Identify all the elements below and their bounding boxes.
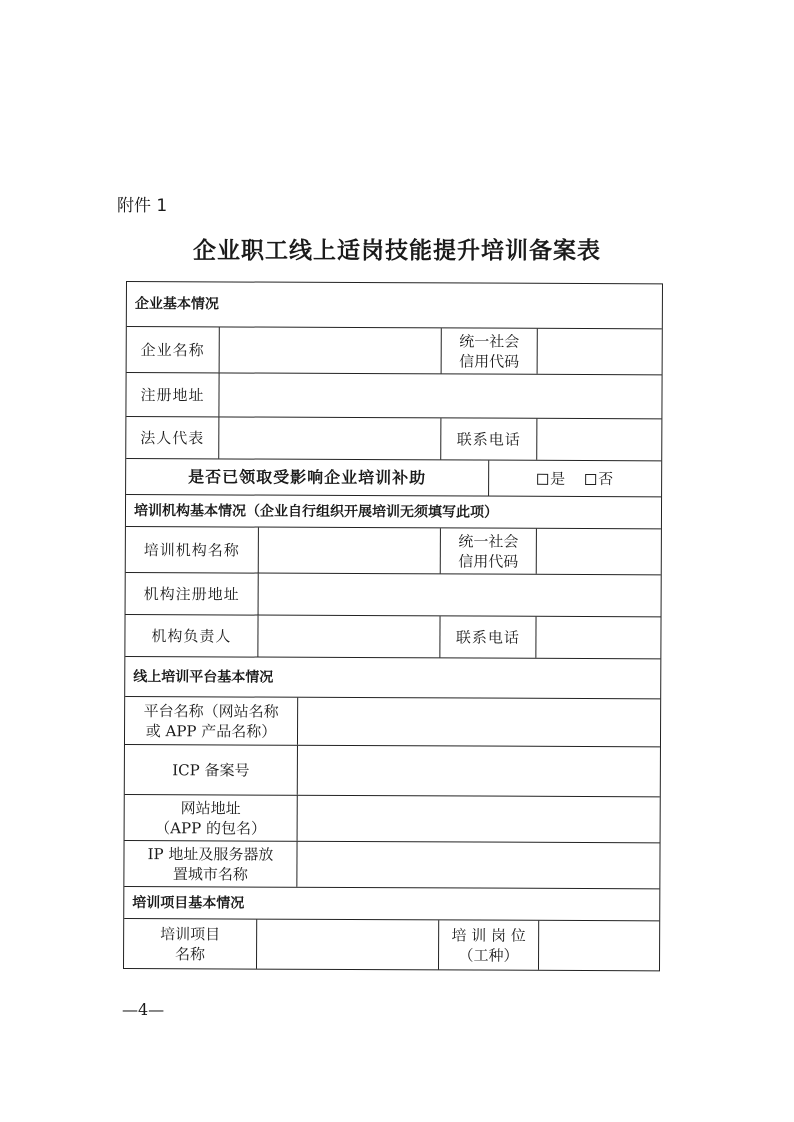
institution-name-label: 培训机构名称 (143, 540, 240, 559)
credit-code-label-line2: 信用代码 (458, 551, 519, 571)
enterprise-address-label: 注册地址 (140, 385, 205, 404)
enterprise-section-header (127, 282, 662, 328)
institution-address-label: 机构注册地址 (143, 584, 240, 603)
training-post-label (438, 920, 538, 969)
icp-field[interactable] (297, 746, 660, 797)
legal-rep-field[interactable] (218, 417, 440, 459)
credit-code-label-line1: 统一社会 (459, 331, 520, 351)
institution-credit-code-field[interactable] (536, 529, 661, 575)
enterprise-section-title: 企业基本情况 (134, 296, 219, 313)
institution-section-title: 培训机构基本情况（企业自行组织开展培训无须填写此项） (133, 502, 499, 521)
training-post-label-line1: 培 训 岗 位 (451, 925, 526, 945)
project-name-field[interactable] (256, 920, 438, 970)
page-number: —4— (122, 1000, 165, 1019)
platform-section-title: 线上培训平台基本情况 (133, 668, 274, 686)
training-post-label-line2: （工种） (458, 945, 519, 965)
institution-head-row (125, 614, 660, 658)
enterprise-credit-code-field[interactable] (537, 329, 662, 375)
institution-section-header (126, 494, 661, 528)
institution-credit-code-label (440, 528, 536, 573)
project-name-label-line1: 培训项目 (160, 924, 221, 943)
project-row (124, 918, 659, 970)
attachment-label: 附件 1 (117, 196, 168, 216)
institution-head-field[interactable] (257, 616, 439, 658)
checkbox-icon[interactable] (537, 474, 548, 485)
subsidy-yes-option[interactable] (537, 468, 565, 488)
icp-label: ICP 备案号 (172, 760, 250, 780)
url-label-line2: （APP 的包名） (155, 818, 267, 838)
ip-label-line1: IP 地址及服务器放 (147, 844, 274, 864)
url-label-line1: 网站地址 (180, 798, 241, 818)
enterprise-address-field[interactable] (218, 373, 661, 418)
url-label (125, 795, 297, 841)
enterprise-phone-label: 联系电话 (440, 418, 536, 459)
form-title: 企业职工线上适岗技能提升培训备案表 (193, 237, 601, 264)
credit-code-label-line2: 信用代码 (459, 351, 520, 371)
institution-address-field[interactable] (258, 574, 661, 617)
institution-head-label: 机构负责人 (151, 626, 232, 645)
project-name-label (124, 919, 256, 969)
platform-name-label-line2: 或 APP 产品名称） (145, 721, 277, 741)
subsidy-options (488, 461, 661, 497)
platform-name-label (125, 697, 297, 745)
enterprise-credit-code-label (441, 328, 537, 373)
project-section-header (124, 886, 659, 920)
training-post-field[interactable] (538, 921, 659, 971)
legal-rep-label: 法人代表 (140, 428, 205, 447)
enterprise-legal-rep-row (126, 416, 661, 460)
subsidy-question: 是否已领取受影响企业培训补助 (188, 466, 427, 487)
platform-section-header (125, 656, 660, 698)
subsidy-yes-label: 是 (550, 469, 566, 488)
icp-row (125, 744, 660, 796)
project-section-title: 培训项目基本情况 (132, 894, 245, 912)
institution-phone-label: 联系电话 (439, 616, 535, 657)
enterprise-name-field[interactable] (219, 327, 441, 373)
platform-name-field[interactable] (297, 698, 660, 747)
enterprise-address-row (126, 372, 661, 418)
checkbox-icon[interactable] (585, 474, 596, 485)
ip-row (124, 840, 659, 888)
platform-name-row (125, 696, 660, 746)
ip-label (124, 841, 296, 887)
subsidy-no-option[interactable] (585, 469, 613, 489)
institution-name-field[interactable] (258, 528, 440, 574)
institution-name-row (126, 526, 661, 574)
platform-name-label-line1: 平台名称（网站名称 (143, 701, 279, 721)
credit-code-label-line1: 统一社会 (458, 531, 519, 551)
enterprise-name-label: 企业名称 (140, 340, 205, 359)
enterprise-name-row (127, 326, 662, 374)
subsidy-row (126, 458, 661, 496)
institution-address-row (126, 572, 661, 616)
ip-field[interactable] (296, 842, 659, 889)
url-field[interactable] (297, 796, 660, 843)
ip-label-line2: 置城市名称 (172, 864, 248, 884)
institution-phone-field[interactable] (535, 617, 660, 659)
registration-form (123, 281, 663, 971)
project-name-label-line2: 名称 (175, 944, 206, 963)
subsidy-no-label: 否 (598, 469, 614, 488)
url-row (125, 794, 660, 842)
enterprise-phone-field[interactable] (536, 419, 661, 461)
